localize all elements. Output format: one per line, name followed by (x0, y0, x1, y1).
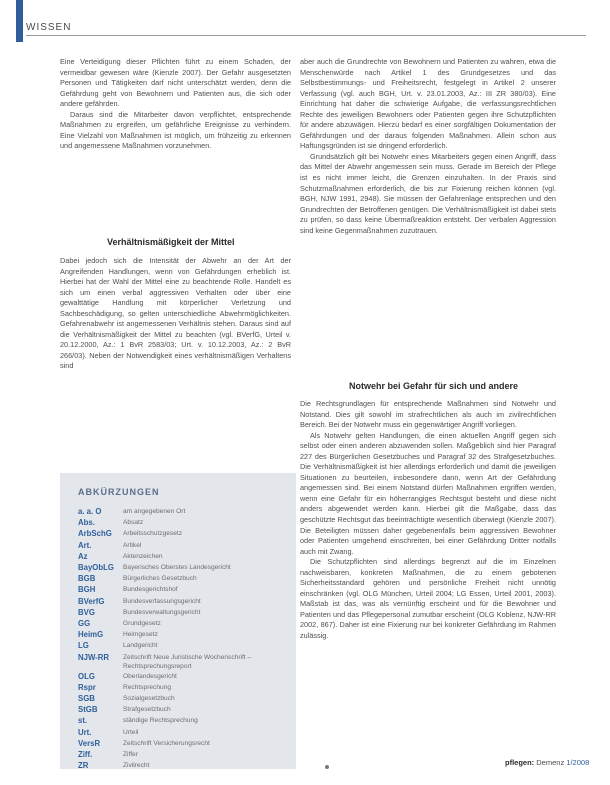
footer-brand: pflegen: (505, 758, 535, 767)
abbreviation-term: Rspr (78, 682, 96, 692)
abbreviation-meaning: Zivilrecht (123, 762, 150, 770)
abbreviation-meaning: Aktenzeichen (123, 552, 163, 560)
abbreviation-term: BayObLG (78, 563, 114, 572)
abbreviation-meaning: Bundesgerichtshof (123, 586, 178, 594)
abbreviation-term: SGB (78, 694, 95, 703)
abbreviation-term: LG (78, 641, 89, 651)
section-marker-bar (16, 0, 23, 42)
left-para-3: Dabei jedoch sich die Intensität der Abwehr an der Art der Angreifenden Handlungen, wenn von Gefährdungen erheblich ist. Hierbei hat der Wahl der Mittel eine zu beachtende Rolle. Handelt es sich um einen verbal aggressiven Verhalten oder über eine gewalttätige Handlung mit körperlicher Verletzung und Sachbeschädigung, so gelten unterschiedliche Abwehrmöglichkeiten. Gefahrenabwehr ist angemessenen Verhältnis stehen. Daraus sind auf die Verhältnismäßigkeit der Mittel zu beachten (vgl. BVerfG, Urteil v. 20.12.2000, Az.: 1 BvR 2583/03; Urt. v. 10.12.2003, Az.: 2 BvR 266/03). Neben der Notwendigkeit eines verhältnismäßigen Verhaltens sind (60, 256, 291, 371)
abbreviation-meaning: Landgericht (123, 642, 158, 650)
right-column-bottom (300, 399, 556, 642)
abbreviation-term: BGB (78, 574, 96, 584)
abbreviation-term: BGH (78, 585, 96, 595)
section-label: WISSEN (26, 22, 72, 33)
abbreviation-meaning: Absatz (123, 519, 144, 527)
abbreviation-term: BVG (78, 607, 95, 617)
abbreviation-term: OLG (78, 671, 95, 681)
abbreviations-box (60, 473, 296, 769)
abbreviation-meaning: Arbeitsschutzgesetz (123, 530, 183, 538)
abbreviation-meaning: Zeitschrift Neue Juristische Wochenschrift – Rechtsprechungsreport (123, 653, 252, 670)
abbreviation-term: VersR (78, 738, 101, 748)
abbreviation-meaning: Oberlandesgericht (123, 672, 177, 680)
abbreviation-term: Ziff. (78, 750, 93, 759)
abbreviation-meaning: Heimgesetz (123, 631, 158, 639)
abbreviation-term: NJW-RR (78, 652, 110, 662)
right-para-5: Die Schutzpflichten sind allerdings begrenzt auf die im Einzelnen nachweisbaren, konkreten Maßnahmen, die zu einem gebotenen Sicherheitsstandard gehören und persönliche Freiheit nicht unnötig einschränken (vgl. OLG München, Urteil 2004; LG Essen, Urteil 2001, 2003). Maßstab ist das, was als vernünftig erscheint und für die Bewohner und Patienten und das Pflegepersonal zumutbar erscheint (OLG Koblenz, NJW-RR 2002, 867). Daher ist eine Fixierung nur bei konkreter Gefährdung im Rahmen zulässig. (300, 557, 556, 641)
abbreviations-title: ABKÜRZUNGEN (78, 487, 160, 497)
header-divider (26, 35, 586, 36)
page-marker-dot (325, 765, 329, 769)
abbreviation-term: ArbSchG (78, 529, 112, 539)
subheading-self-defense: Notwehr bei Gefahr für sich und andere (349, 381, 519, 391)
abbreviation-term: st. (78, 716, 88, 726)
abbreviation-meaning: Strafgesetzbuch (123, 706, 171, 714)
abbreviation-meaning: Bayerisches Oberstes Landesgericht (123, 564, 231, 571)
abbreviation-term: Art. (78, 540, 92, 550)
abbreviation-term: Urt. (78, 727, 92, 737)
left-column-bottom (60, 256, 291, 372)
left-column-top (60, 57, 291, 152)
left-para-1: Eine Verteidigung dieser Pflichten führt zu einem Schaden, der vermeidbar gewesen wäre (Kienzle 2007). Der Gefahr ausgesetzten Personen und Tätigkeiten darf nicht unterschätzt werden, denn die Gefährdung geht von Bewohnern und Patienten aus, die sich oder andere gefährden. (60, 57, 291, 109)
abbreviation-meaning: Zeitschrift Versicherungsrecht (123, 739, 210, 747)
abbreviation-term: GG (78, 619, 91, 628)
abbreviation-term: a. a. O (78, 507, 102, 516)
abbreviation-meaning: Ziffer (123, 751, 138, 758)
abbreviation-meaning: Grundgesetz (123, 620, 161, 627)
abbreviation-term: ZR (78, 761, 89, 771)
abbreviation-meaning: Bundesverwaltungsgericht (123, 608, 201, 616)
abbreviation-meaning: ständige Rechtsprechung (123, 717, 198, 725)
abbreviation-meaning: Urteil (123, 728, 139, 736)
right-column-top (300, 57, 556, 236)
right-para-1: aber auch die Grundrechte von Bewohnern und Patienten zu wahren, etwa die Menschenwürde nach Artikel 1 des Grundgesetzes und das Selbstbestimmungs- und Freiheitsrecht, festgelegt in Artikel 2 unserer Verfassung (vgl. auch BGH, Urt. v. 23.01.2003, Az.: III ZR 380/03). Eine Einrichtung hat daher die schwierige Aufgabe, die verfassungsrechtlichen Rechte des jeweiligen Bewohners oder Patienten gegen ihre Schutzpflichten für andere abzuwägen. Hierzu bedarf es einer sorgfältigen Dokumentation der Gefährdungen und der daraus folgenden Maßnahmen. Allein schon aus Haftungsgründen ist sie dringend erforderlich. (300, 57, 556, 151)
abbreviation-meaning: Bürgerliches Gesetzbuch (123, 575, 197, 583)
abbreviation-term: Abs. (78, 518, 95, 528)
footer-issue: Demenz (536, 758, 565, 767)
left-para-2: Daraus sind die Mitarbeiter davon verpflichtet, entsprechende Maßnahmen zu ergreifen, um gefährliche Ereignisse zu verhindern. Eine Vielzahl von Maßnahmen ist möglich, um frühzeitig zu erkennen und angemessene Maßnahmen vorzunehmen. (60, 109, 291, 151)
abbreviation-meaning: Artikel (123, 541, 142, 549)
footer-masthead (505, 758, 589, 767)
abbreviation-meaning: Bundesverfassungsgericht (123, 597, 201, 605)
abbreviation-meaning: am angegebenen Ort (123, 508, 186, 515)
subheading-proportionality: Verhältnismäßigkeit der Mittel (107, 237, 235, 247)
abbreviation-meaning: Rechtsprechung (123, 683, 172, 691)
right-para-4: Als Notwehr gelten Handlungen, die einen aktuellen Angriff gegen sich selbst oder einen anderen abzuwenden sollen. Maßgeblich sind hier Paragraf 227 des Bürgerlichen Gesetzbuches und Paragraf 32 des Strafgesetzbuches. Die Verhältnismäßigkeit ist hier allerdings erforderlich und damit die jeweiligen Situationen zu beurteilen, insbesondere dann, wenn Art der Gefährdung angemessen sind. Bei einem Notstand dürfen Maßnahmen ergriffen werden, wenn eine Gefahr für ein höherrangiges Rechtsgut besteht und diese nicht anders abgewendet werden kann. Hierbei gilt die Maßgabe, dass das geschützte Rechtsgut das beeinträchtigte wesentlich überwiegt (Kienzle 2007). Die Beteiligten müssen daher gegebenenfalls beim aggressiven Bewohner oder Patienten umgehend einschreiten, bei einer Gefährdung Dritter notfalls auch mit Zwang. (300, 430, 556, 556)
abbreviation-meaning: Sozialgesetzbuch (123, 695, 175, 702)
abbreviation-term: HeimG (78, 630, 104, 640)
abbreviation-term: Az (78, 551, 88, 561)
footer-page: 1/2008 (566, 758, 590, 767)
abbreviation-term: StGB (78, 705, 98, 715)
right-para-3: Die Rechtsgrundlagen für entsprechende Maßnahmen sind Notwehr und Notstand. Dies gilt sowohl im strafrechtlichen als auch im zivilrechtlichen Bereich. Bei der Notwehr muss ein gegenwärtiger Angriff vorliegen. (300, 399, 556, 430)
abbreviation-term: BVerfG (78, 596, 105, 606)
right-para-2: Grundsätzlich gilt bei Notwehr eines Mitarbeiters gegen einen Angriff, dass das Mittel der Abwehr angemessen sein muss. Gerade im Bereich der Pflege ist es nicht immer leicht, die Grenzen einzuhalten. In der Praxis sind Schutzmaßnahmen erforderlich, die bis zur Fixierung reichen können (vgl. BGH, NJW 1991, 2948). Sie müssen der Gefahrenlage entsprechen und den Grundrechten der Betroffenen genügen. Die Verhältnismäßigkeit ist dabei stets zu prüfen, so dass keine Übermaßreaktion entsteht. Der verbalen Aggression sind keine Gegenmaßnahmen zuzutrauen. (300, 151, 556, 235)
